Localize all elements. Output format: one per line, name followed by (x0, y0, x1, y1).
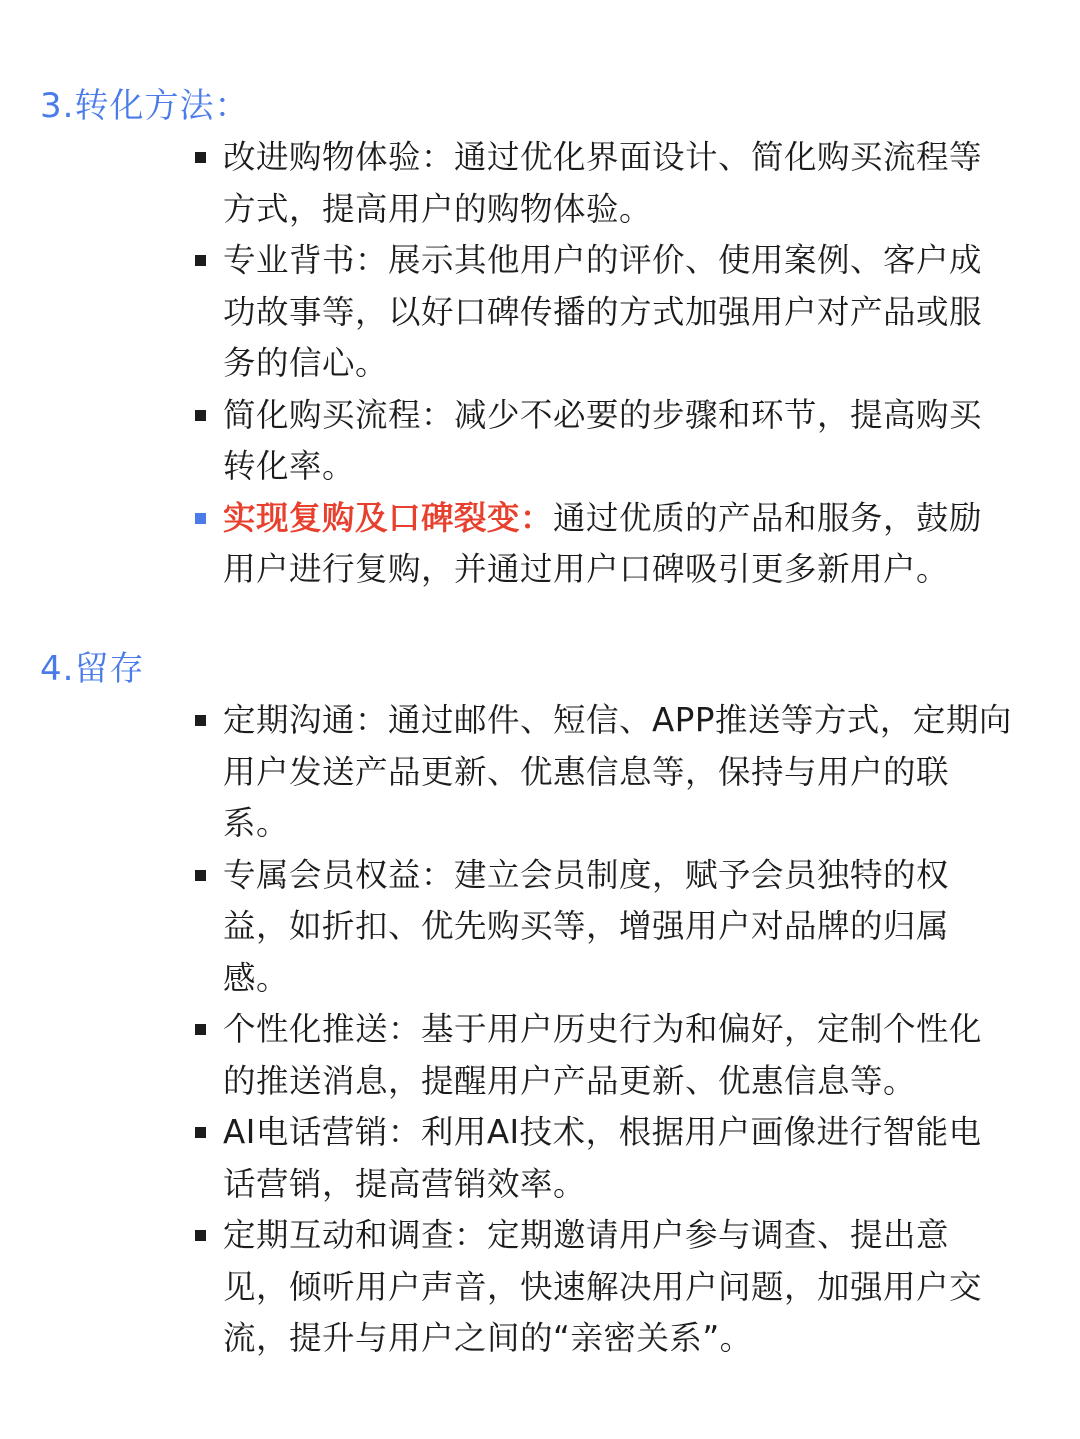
item-text: 定期互动和调查：定期邀请用户参与调查、提出意见，倾听用户声音，快速解决用户问题，加强用户交流，提升与用户之间的“亲密关系”。 (223, 1216, 983, 1357)
list-item-highlighted (0, 493, 1013, 596)
bullet-icon (195, 513, 206, 524)
bullet-icon (195, 1024, 206, 1035)
bullet-icon (195, 870, 206, 881)
bullet-icon (195, 715, 206, 726)
bullet-icon (195, 410, 206, 421)
list-item (0, 390, 1013, 493)
item-text: 改进购物体验：通过优化界面设计、简化购买流程等方式，提高用户的购物体验。 (223, 138, 983, 228)
item-text: 个性化推送：基于用户历史行为和偏好，定制个性化的推送消息，提醒用户产品更新、优惠信息等。 (223, 1010, 983, 1100)
list-item (0, 1004, 1013, 1107)
bullet-icon (195, 152, 206, 163)
section-title-conversion: 3.转化方法： (40, 86, 250, 126)
item-text: 通过优质的产品和服务，鼓励用户进行复购，并通过用户口碑吸引更多新用户。 (223, 498, 983, 588)
list-item (0, 695, 1013, 850)
section-title-retention: 4.留存 (40, 649, 145, 689)
retention-methods-list (0, 695, 1080, 1365)
list-item (0, 850, 1013, 1005)
item-text: 专业背书：展示其他用户的评价、使用案例、客户成功故事等，以好口碑传播的方式加强用户对产品或服务的信心。 (223, 241, 983, 382)
list-item (0, 1107, 1013, 1210)
item-text: 定期沟通：通过邮件、短信、APP推送等方式，定期向用户发送产品更新、优惠信息等，保持与用户的联系。 (223, 701, 1012, 842)
bullet-icon (195, 255, 206, 266)
bullet-icon (195, 1127, 206, 1138)
conversion-methods-list (0, 132, 1080, 596)
list-item (0, 1210, 1013, 1365)
item-text: 简化购买流程：减少不必要的步骤和环节，提高购买转化率。 (223, 395, 983, 485)
item-highlight-label: 实现复购及口碑裂变： (223, 498, 554, 537)
list-item (0, 235, 1013, 390)
item-text: AI电话营销：利用AI技术，根据用户画像进行智能电话营销，提高营销效率。 (223, 1113, 982, 1203)
bullet-icon (195, 1230, 206, 1241)
list-item (0, 132, 1013, 235)
item-text: 专属会员权益：建立会员制度，赋予会员独特的权益，如折扣、优先购买等，增强用户对品牌的归属感。 (223, 855, 950, 997)
